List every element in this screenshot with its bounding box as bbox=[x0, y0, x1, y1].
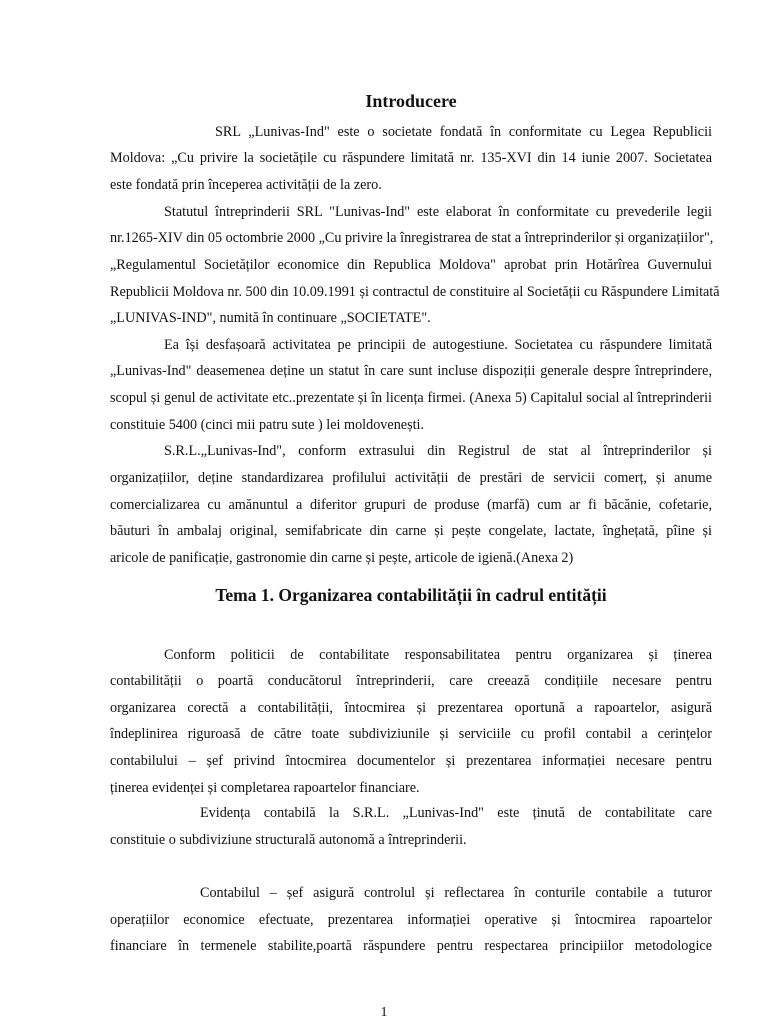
heading-introducere: Introducere bbox=[365, 91, 457, 111]
text-line: contabilului – șef privind întocmirea documentelor și prezentarea informației necesare pentru bbox=[110, 753, 712, 769]
text-line: „LUNIVAS-IND", numită în continuare „SOCIETATE". bbox=[110, 310, 431, 326]
text-line: nr.1265-XIV din 05 octombrie 2000 „Cu privire la înregistrarea de stat a întreprinderilor și organizațiilor", bbox=[110, 230, 714, 246]
page-number: 1 bbox=[380, 1005, 388, 1020]
text-line: Ea își desfașoară activitatea pe principii de autogestiune. Societatea cu răspundere limitată bbox=[164, 337, 712, 353]
text-line: constituie 5400 (cinci mii patru sute ) lei moldovenești. bbox=[110, 417, 425, 433]
text-line: Moldova: „Cu privire la societățile cu răspundere limitată nr. 135-XVI din 14 iunie 2007. Societatea bbox=[110, 150, 712, 166]
text-line: Statutul întreprinderii SRL "Lunivas-Ind" este elaborat în conformitate cu prevederile legii bbox=[164, 204, 712, 220]
text-line: este fondată prin începerea activității de la zero. bbox=[110, 177, 382, 193]
text-line: scopul și genul de activitate etc..prezentate și în licența firmei. (Anexa 5) Capitalul social al întreprinderii bbox=[110, 390, 712, 406]
text-line: ținerea evidenței și completarea rapoartelor financiare. bbox=[110, 780, 420, 796]
text-line: îndeplinirea riguroasă de către toate subdiviziunile și serviciile cu profil contabil a cerințelor bbox=[110, 726, 712, 742]
heading-tema-1: Tema 1. Organizarea contabilității în cadrul entității bbox=[215, 585, 607, 605]
text-line: organizațiilor, deține standardizarea profilului activității de prestări de servicii comerț, și anume bbox=[110, 470, 712, 486]
text-line: SRL „Lunivas-Ind" este o societate fondată în conformitate cu Legea Republicii bbox=[215, 124, 712, 140]
text-line: organizarea corectă a contabilității, întocmirea și prezentarea oportună a rapoartelor, asigură bbox=[110, 700, 712, 716]
text-line: comercializarea cu amănuntul a diferitor grupuri de produse (marfă) cum ar fi băcănie, cofetarie, bbox=[110, 497, 712, 513]
text-line: Contabilul – șef asigură controlul și reflectarea în conturile contabile a tuturor bbox=[200, 885, 712, 901]
text-line: băuturi în ambalaj original, semifabricate din carne și pește congelate, lactate, înghețată, pîine și bbox=[110, 523, 712, 539]
text-line: Republicii Moldova nr. 500 din 10.09.1991 și contractul de constituire al Societății cu Răspundere Limitată bbox=[110, 284, 720, 300]
text-line: Evidența contabilă la S.R.L. „Lunivas-Ind" este ținută de contabilitate care bbox=[200, 805, 712, 821]
text-line: financiare în termenele stabilite,poartă răspundere pentru respectarea principiilor metodologice bbox=[110, 938, 712, 954]
text-line: „Lunivas-Ind" deasemenea deține un statut în care sunt incluse dispoziții generale despre întreprindere, bbox=[110, 363, 712, 379]
text-line: Conform politicii de contabilitate responsabilitatea pentru organizarea și ținerea bbox=[164, 647, 712, 663]
text-line: S.R.L.„Lunivas-Ind", conform extrasului din Registrul de stat al întreprinderilor și bbox=[164, 443, 712, 459]
text-line: operațiilor economice efectuate, prezentarea informației operative și întocmirea rapoartelor bbox=[110, 912, 712, 928]
text-line: aricole de panificație, gastronomie din carne și pește, articole de igienă.(Anexa 2) bbox=[110, 550, 574, 566]
text-line: „Regulamentul Societăților economice din Republica Moldova" aprobat prin Hotărîrea Guvernului bbox=[110, 257, 712, 273]
text-line: contabilității o poartă conducătorul întreprinderii, care creează condițiile necesare pentru bbox=[110, 673, 712, 689]
text-line: constituie o subdiviziune structurală autonomă a întreprinderii. bbox=[110, 832, 467, 848]
